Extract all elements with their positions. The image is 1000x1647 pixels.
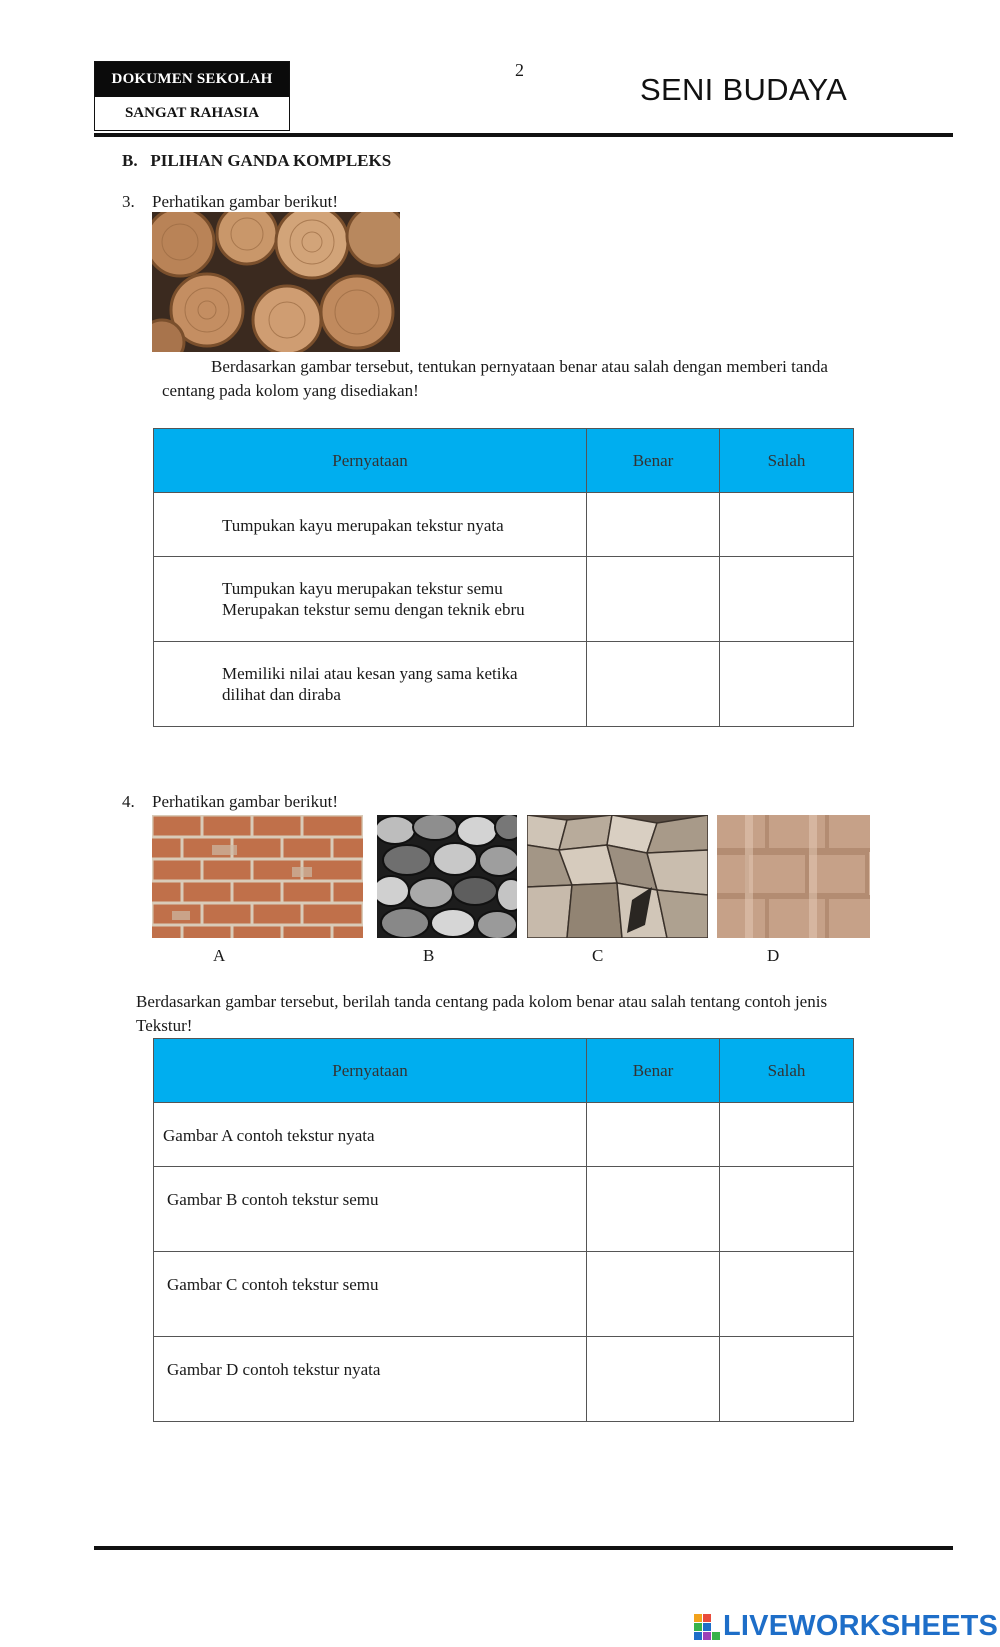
q4-row-3-false-cell[interactable] <box>720 1252 854 1337</box>
q3-number: 3. <box>122 192 135 211</box>
q4-row-3-true-cell[interactable] <box>587 1252 720 1337</box>
document-label-box <box>94 61 290 131</box>
crushed-rocks-image <box>527 815 708 938</box>
doc-label-top: DOKUMEN SEKOLAH <box>95 62 289 97</box>
q3-row-2-true-cell[interactable] <box>587 557 720 642</box>
doc-label-bottom: SANGAT RAHASIA <box>124 105 260 121</box>
liveworksheets-logo-icon <box>694 1614 720 1640</box>
q3-row-1-statement <box>154 493 587 557</box>
q4-row-3 <box>154 1252 854 1337</box>
section-title: B. PILIHAN GANDA KOMPLEKS <box>122 151 392 170</box>
statement-line: Memiliki nilai atau kesan yang sama ketika <box>222 664 518 683</box>
q4-number: 4. <box>122 792 135 811</box>
q3-instruction-line2: centang pada kolom yang disediakan! <box>162 381 419 400</box>
q4-row-1 <box>154 1103 854 1167</box>
q4-instruction-line1: Berdasarkan gambar tersebut, berilah tanda centang pada kolom benar atau salah tentang contoh jenis <box>136 992 828 1011</box>
q3-row-1-false-cell[interactable] <box>720 493 854 557</box>
image-label-b: B <box>423 946 435 965</box>
statement-line: Merupakan tekstur semu dengan teknik ebru <box>222 600 525 619</box>
image-label-c: C <box>592 946 604 965</box>
q3-row-2-statement <box>154 557 587 642</box>
blurred-tiles-image <box>717 815 870 938</box>
brick-wall-image <box>152 815 363 938</box>
q3-table-header-row <box>154 429 854 493</box>
q3-row-3-true-cell[interactable] <box>587 642 720 727</box>
q4-table <box>153 1038 854 1422</box>
q4-row-4 <box>154 1337 854 1422</box>
q4-header-statement: Pernyataan <box>154 1039 587 1103</box>
q3-row-1-true-cell[interactable] <box>587 493 720 557</box>
q3-row-3-false-cell[interactable] <box>720 642 854 727</box>
liveworksheets-logo <box>694 1610 998 1643</box>
statement-line: Tumpukan kayu merupakan tekstur nyata <box>222 516 504 535</box>
q3-row-2 <box>154 557 854 642</box>
q3-header-statement: Pernyataan <box>154 429 587 493</box>
q3-row-3 <box>154 642 854 727</box>
statement-line: Tumpukan kayu merupakan tekstur semu <box>222 579 503 598</box>
q4-row-4-true-cell[interactable] <box>587 1337 720 1422</box>
logo-text: LIVEWORKSHEETS <box>723 1610 999 1642</box>
statement-line: dilihat dan diraba <box>222 685 341 704</box>
q4-header-true: Benar <box>587 1039 720 1103</box>
q4-row-2-false-cell[interactable] <box>720 1167 854 1252</box>
q4-prompt: Perhatikan gambar berikut! <box>152 792 338 811</box>
q3-row-3-statement <box>154 642 587 727</box>
q4-row-4-false-cell[interactable] <box>720 1337 854 1422</box>
q3-row-2-false-cell[interactable] <box>720 557 854 642</box>
q3-instruction-line1: Berdasarkan gambar tersebut, tentukan pernyataan benar atau salah dengan memberi tanda <box>211 357 828 376</box>
q4-row-2-statement: Gambar B contoh tekstur semu <box>154 1167 587 1252</box>
image-label-d: D <box>767 946 780 965</box>
q3-header-false: Salah <box>720 429 854 493</box>
q3-row-1 <box>154 493 854 557</box>
q4-row-4-statement: Gambar D contoh tekstur nyata <box>154 1337 587 1422</box>
q4-row-1-statement: Gambar A contoh tekstur nyata <box>154 1103 587 1167</box>
q4-row-1-true-cell[interactable] <box>587 1103 720 1167</box>
wood-logs-image <box>152 212 400 352</box>
page-number: 2 <box>515 60 524 80</box>
q4-instruction-line2: Tekstur! <box>136 1016 193 1035</box>
q3-header-true: Benar <box>587 429 720 493</box>
q3-prompt: Perhatikan gambar berikut! <box>152 192 338 211</box>
q4-header-false: Salah <box>720 1039 854 1103</box>
pebble-stones-image <box>377 815 517 938</box>
subject-title: SENI BUDAYA <box>640 72 848 107</box>
image-label-a: A <box>213 946 226 965</box>
q4-row-1-false-cell[interactable] <box>720 1103 854 1167</box>
footer-rule <box>94 1546 953 1550</box>
q4-row-2 <box>154 1167 854 1252</box>
header-rule <box>94 133 953 137</box>
q4-table-header-row <box>154 1039 854 1103</box>
q4-row-3-statement: Gambar C contoh tekstur semu <box>154 1252 587 1337</box>
q3-table <box>153 428 854 727</box>
q4-row-2-true-cell[interactable] <box>587 1167 720 1252</box>
